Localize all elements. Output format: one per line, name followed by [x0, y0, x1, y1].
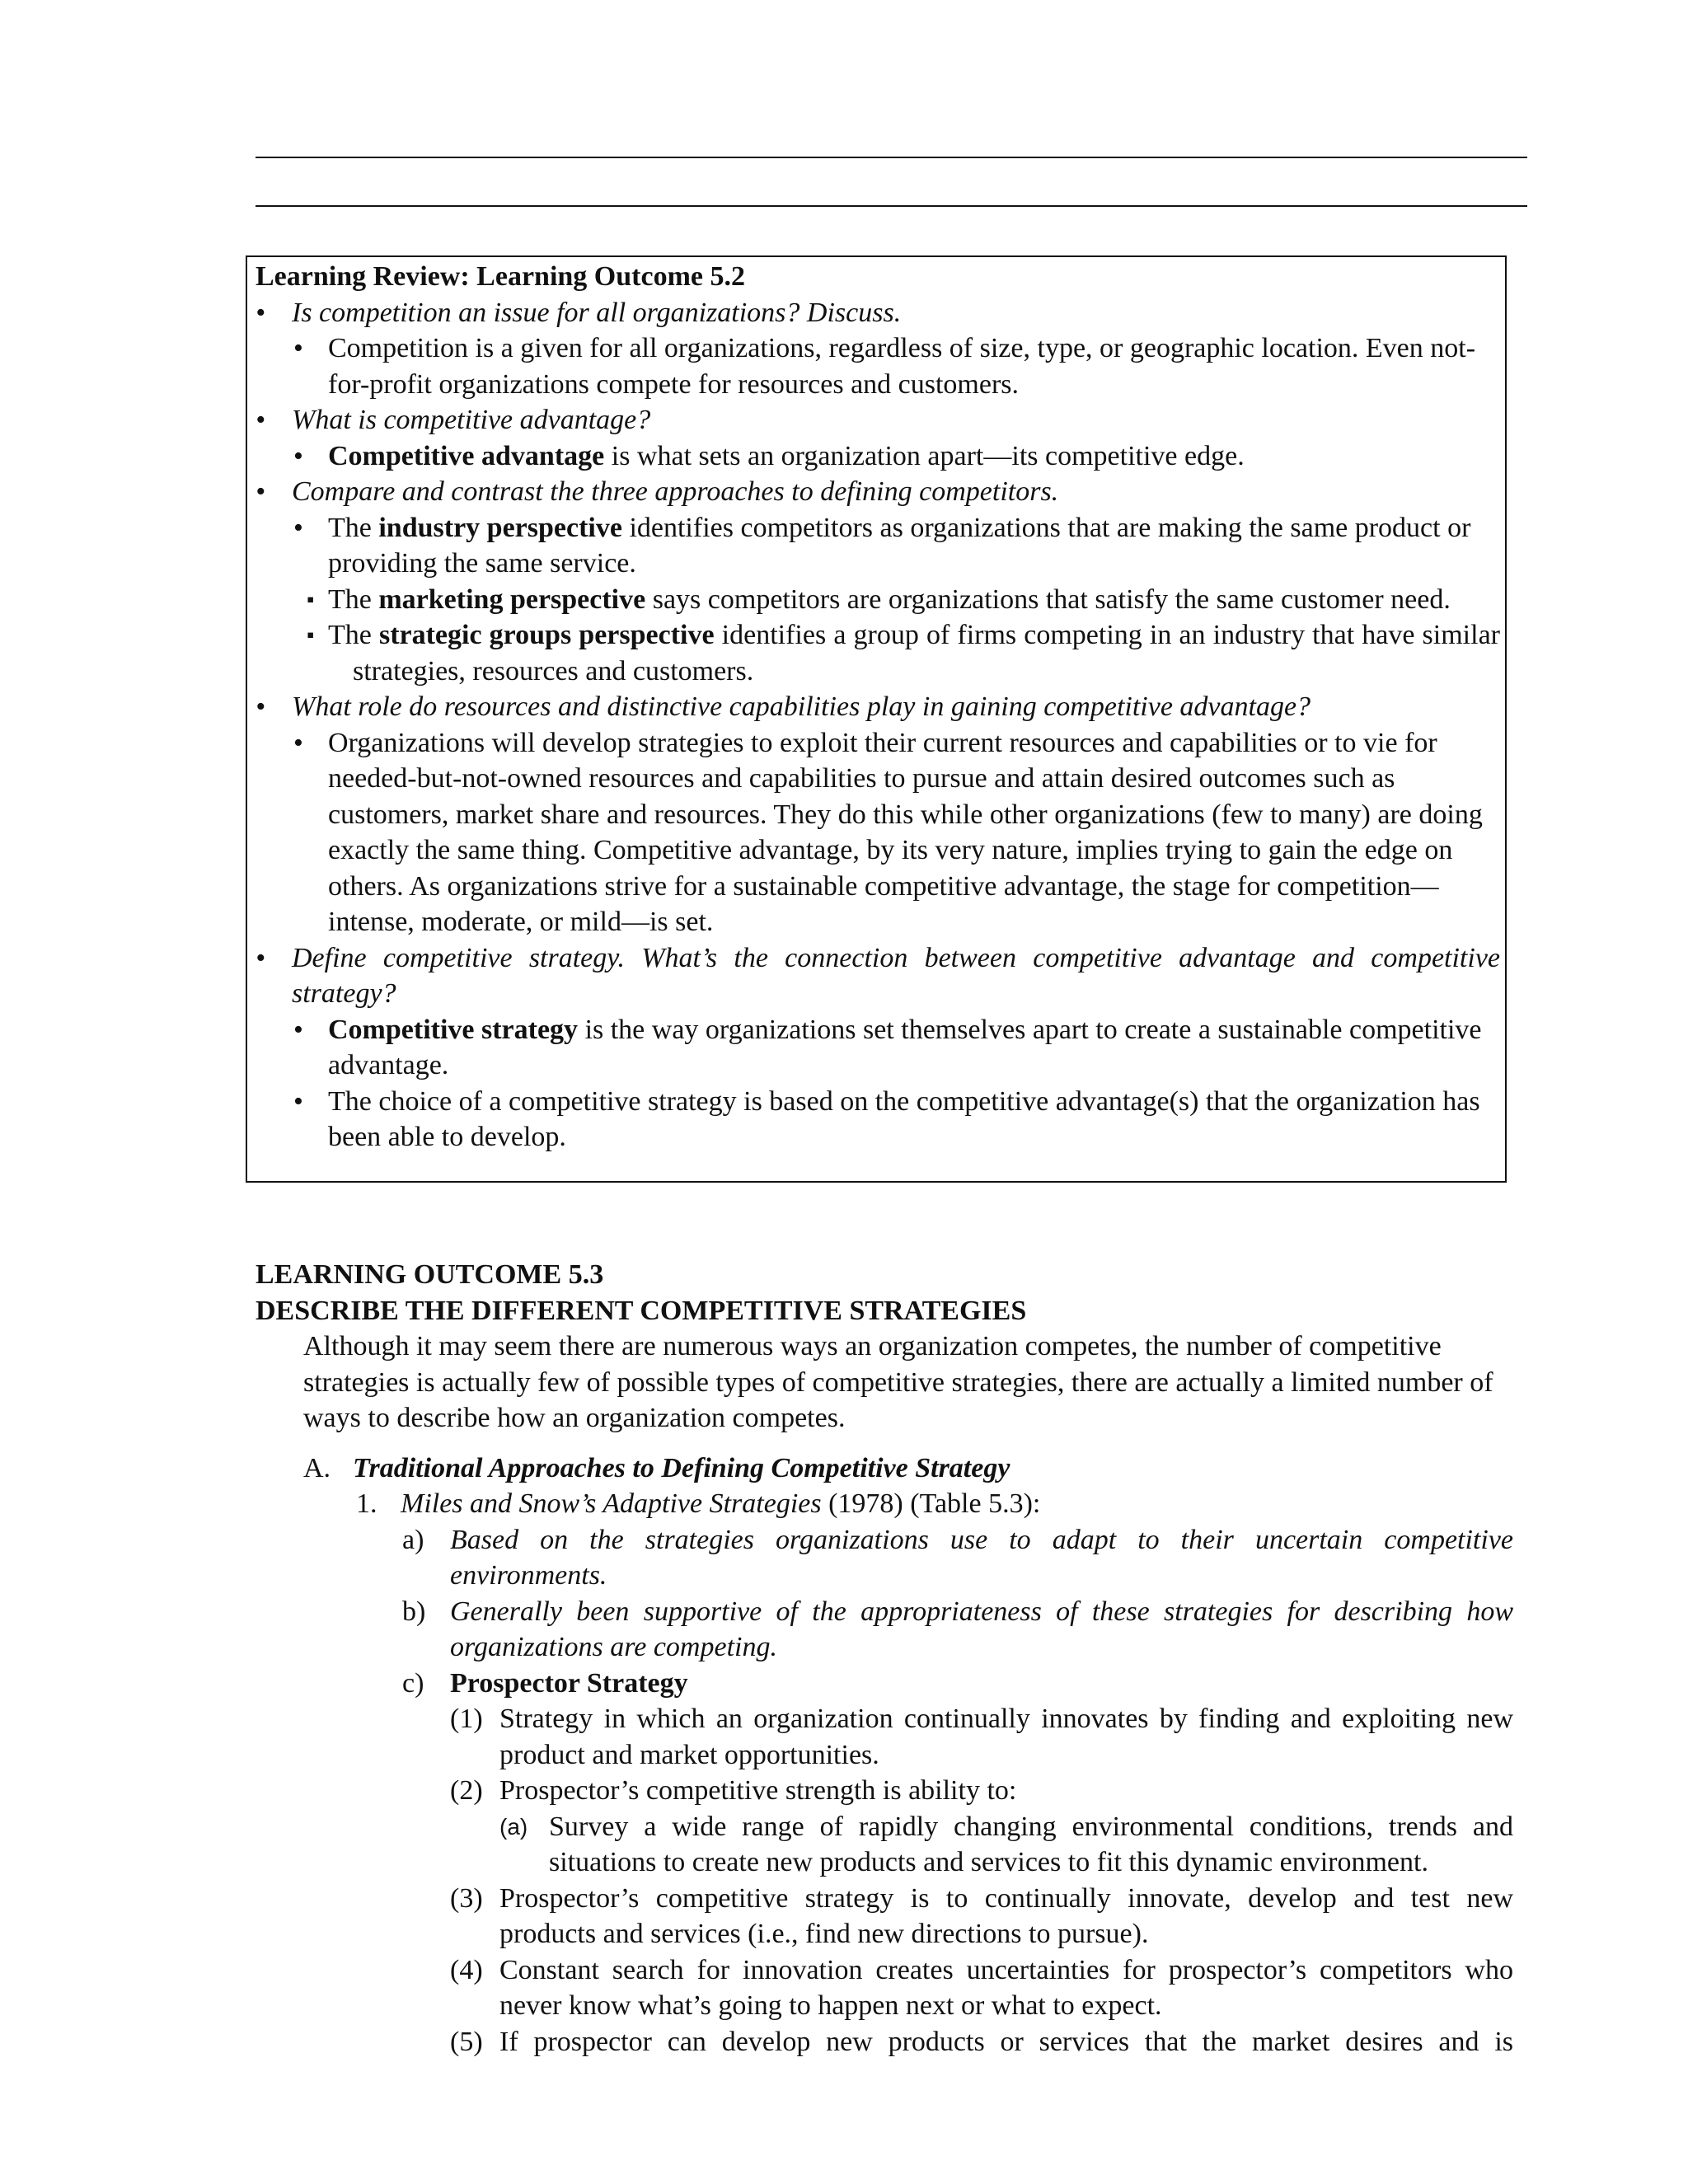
item-c [256, 1666, 1513, 1702]
point-text: Prospector’s competitive strength is ability to: [499, 1775, 1017, 1806]
bullet-marker: • [256, 405, 265, 435]
list-marker: A. [303, 1452, 331, 1483]
answer-term: industry perspective [378, 512, 622, 543]
item-b [256, 1594, 1513, 1666]
point-4 [256, 1952, 1513, 2024]
review-question [256, 689, 1500, 725]
item-1 [256, 1486, 1517, 1522]
list-marker: (1) [450, 1704, 483, 1734]
answer-text: The [328, 512, 379, 543]
answer-term: Competitive advantage [328, 440, 605, 471]
review-question [256, 402, 1500, 438]
point-1 [256, 1701, 1513, 1773]
point-text: Prospector’s competitive strategy is to continually innovate, develop and test new products and services (i.e., find new directions to pursue). [499, 1882, 1513, 1949]
square-bullet-marker: ▪ [307, 623, 315, 647]
point-2a [256, 1809, 1513, 1881]
list-marker: (5) [450, 2026, 483, 2057]
list-marker: 1. [356, 1488, 377, 1519]
question-text: Define competitive strategy. What’s the connection between competitive advantage and competitive strategy? [292, 942, 1500, 1009]
review-answer [256, 510, 1500, 582]
answer-text: Competition is a given for all organizations, regardless of size, type, or geographic location. Even not-for-profit organizations compete for resources and customers. [328, 333, 1476, 400]
list-marker: a) [402, 1524, 424, 1555]
bullet-marker: • [293, 727, 303, 758]
review-question [256, 474, 1500, 510]
point-2 [256, 1773, 1513, 1809]
outcome-intro: Although it may seem there are numerous ways an organization competes, the number of competitive strategies is actually few of possible types of competitive strategies, there are actually a limited number of ways to describe how an organization competes. [303, 1331, 1493, 1433]
point-text: Strategy in which an organization continually innovates by finding and exploiting new product and market opportunities. [499, 1704, 1513, 1770]
answer-text: identifies competitors as organizations that are making the same product or providing the same service. [328, 512, 1471, 579]
item-1-title: Miles and Snow’s Adaptive Strategies [401, 1488, 822, 1519]
question-text: What is competitive advantage? [292, 405, 651, 435]
item-c-title: Prospector Strategy [450, 1667, 688, 1699]
bullet-marker: • [293, 1014, 303, 1045]
item-1-text: (1978) (Table 5.3): [821, 1488, 1041, 1519]
answer-text: is what sets an organization apart—its competitive edge. [604, 440, 1245, 471]
point-text: If prospector can develop new products or services that the market desires and is [499, 2026, 1513, 2057]
answer-text: The [328, 620, 379, 650]
review-answer [256, 617, 1500, 689]
answer-term: strategic groups perspective [378, 620, 715, 650]
square-bullet-marker: ▪ [307, 587, 315, 612]
bullet-marker: • [293, 1085, 303, 1117]
answer-text: says competitors are organizations that satisfy the same customer need. [645, 583, 1451, 615]
bullet-marker: • [293, 512, 303, 543]
question-text: Compare and contrast the three approaches to defining competitors. [292, 476, 1059, 507]
point-3 [256, 1881, 1513, 1952]
review-answer [256, 582, 1500, 618]
list-marker: (2) [450, 1775, 483, 1806]
list-marker: c) [402, 1667, 424, 1699]
outcome-subheading: DESCRIBE THE DIFFERENT COMPETITIVE STRATEGIES [256, 1295, 1027, 1326]
bullet-marker: • [293, 440, 303, 471]
review-answer [256, 1084, 1500, 1155]
item-a-text: Based on the strategies organizations use to adapt to their uncertain competitive environments. [450, 1524, 1513, 1591]
answer-term: Competitive strategy [328, 1014, 579, 1045]
bullet-marker: • [293, 333, 303, 363]
list-marker: b) [402, 1596, 426, 1627]
answer-text: identifies a group of firms competing in an industry that have similar strategies, resources and customers. [353, 620, 1500, 687]
question-text: What role do resources and distinctive capabilities play in gaining competitive advantage? [292, 691, 1311, 722]
review-title: Learning Review: Learning Outcome 5.2 [256, 261, 745, 292]
review-answer [256, 438, 1500, 475]
point-text: Survey a wide range of rapidly changing environmental conditions, trends and situations to create new products and services to fit this dynamic environment. [549, 1811, 1513, 1877]
answer-text: The [328, 583, 379, 615]
bullet-marker: • [256, 476, 265, 507]
header-rule-top [256, 157, 1527, 158]
point-5 [256, 2024, 1513, 2060]
list-marker: (4) [450, 1954, 483, 1985]
section-a-title: Traditional Approaches to Defining Competitive Strategy [353, 1452, 1010, 1483]
learning-review-box [246, 255, 1507, 1183]
answer-term: marketing perspective [378, 583, 646, 615]
learning-outcome-section [256, 1257, 1517, 2060]
section-a [256, 1451, 1517, 1487]
review-question [256, 295, 1500, 331]
review-answer [256, 330, 1500, 402]
list-marker: (a) [499, 1813, 528, 1840]
bullet-marker: • [256, 942, 265, 973]
answer-text: is the way organizations set themselves apart to create a sustainable competitive advantage. [328, 1014, 1482, 1080]
review-question [256, 940, 1500, 1012]
review-answer [256, 1012, 1500, 1084]
outcome-heading: LEARNING OUTCOME 5.3 [256, 1259, 604, 1290]
review-answer [256, 725, 1500, 940]
bullet-marker: • [256, 297, 265, 328]
point-text: Constant search for innovation creates uncertainties for prospector’s competitors who never know what’s going to happen next or what to expect. [499, 1954, 1513, 2021]
answer-text: The choice of a competitive strategy is based on the competitive advantage(s) that the organization has been able to develop. [328, 1085, 1480, 1152]
list-marker: (3) [450, 1882, 483, 1914]
question-text: Is competition an issue for all organizations? Discuss. [292, 297, 902, 328]
item-b-text: Generally been supportive of the appropriateness of these strategies for describing how organizations are competing. [450, 1596, 1513, 1662]
answer-text: Organizations will develop strategies to exploit their current resources and capabilities or to vie for needed-but-not-owned resources and capabilities to pursue and attain desired outcomes such as customers, market share and resources. They do this while other organizations (few to many) are doing exactly the same thing. Competitive advantage, by its very nature, implies trying to gain the edge on others. As organizations strive for a sustainable competitive advantage, the stage for competition—intense, moderate, or mild—is set. [328, 727, 1483, 937]
bullet-marker: • [256, 691, 265, 722]
item-a [256, 1522, 1513, 1594]
header-rule-bottom [256, 205, 1527, 207]
